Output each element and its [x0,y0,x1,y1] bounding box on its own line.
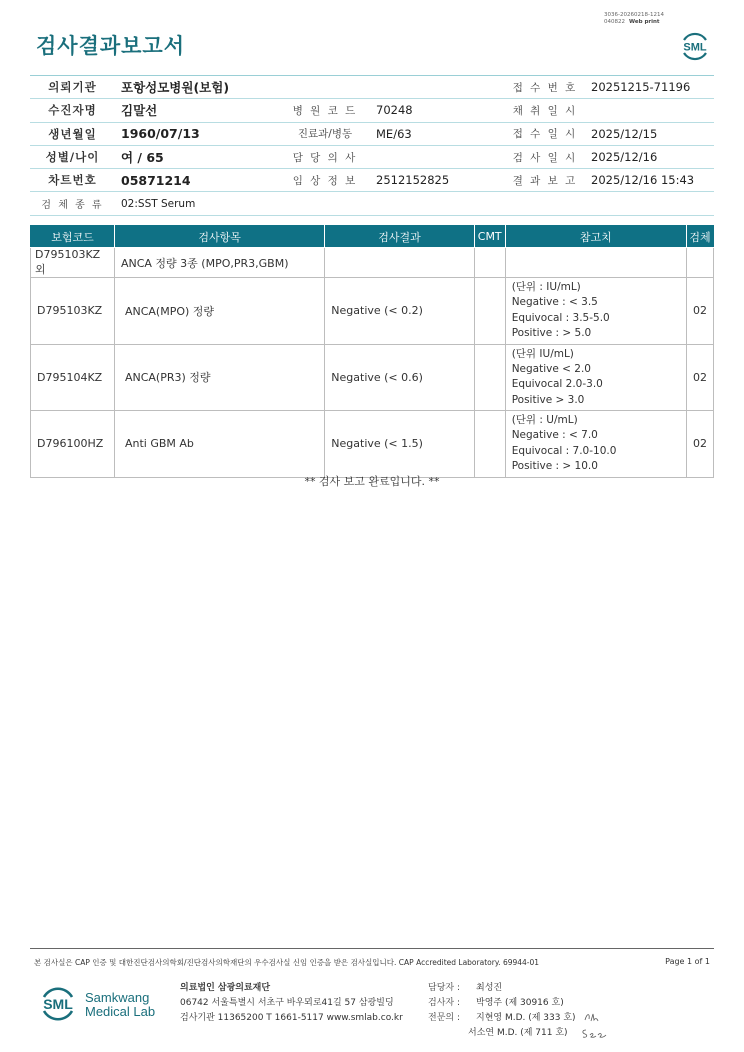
test-cmt [474,411,505,478]
page-number: Page 1 of 1 [665,957,710,966]
specialist-2: 서소연 M.D. (제 711 호) [468,1028,568,1038]
signature-icon [582,1010,604,1024]
brand-line2: Medical Lab [85,1004,156,1019]
chart-label: 차트번호 [30,169,115,192]
info-row [30,99,714,122]
samkwang-logo-icon [36,981,80,1025]
manager-value: 최성진 [476,983,503,993]
reference-line: Positive : > 10.0 [511,460,598,473]
client-value: 포항성모병원(보험) [115,76,505,99]
header-reference: 참고치 [505,226,686,248]
results-header-row [31,226,714,248]
test-result: Negative (< 1.5) [325,411,474,478]
test-result: Negative (< 0.2) [325,278,474,345]
hospital-code-value: 70248 [370,99,505,122]
svg-text:SML: SML [683,41,707,54]
reference-range [505,344,686,411]
dept-label: 진료과/병동 [280,122,370,145]
specimen-code: 02 [686,344,713,411]
clinical-label: 임 상 정 보 [280,169,370,192]
test-code: D795103KZ [31,278,115,345]
reference-range [505,411,686,478]
reference-line: Positive : > 5.0 [511,327,592,340]
clinical-value: 2512152825 [370,169,505,192]
org-name: 의료법인 삼광의료재단 [180,983,271,993]
footer-divider [30,948,714,949]
sml-logo-icon [676,27,714,63]
doctor-label: 담 당 의 사 [280,145,370,168]
test-name: ANCA(MPO) 정량 [114,278,324,345]
svg-text:SML: SML [43,996,73,1012]
reference-line: Equivocal : 7.0-10.0 [511,444,617,457]
staff-info [428,981,576,1041]
header-result: 검사결과 [325,226,474,248]
web-print-label: Web print [629,19,660,25]
header-item: 검사항목 [114,226,324,248]
info-row [30,192,714,215]
info-row [30,122,714,145]
brand-name [85,991,155,1019]
table-row [31,278,714,345]
info-row [30,169,714,192]
test-name: Anti GBM Ab [114,411,324,478]
table-row [31,411,714,478]
page-title: 검사결과보고서 [36,34,186,58]
header-code: 보험코드 [31,226,115,248]
certification-text: 본 검사실은 CAP 인증 및 대한진단검사의학회/진단검사의학재단의 우수검사실 신임 인증을 받은 검사실입니다. CAP Accredited Laboratory. 69944-01 [34,958,540,967]
patient-label: 수진자명 [30,99,115,122]
test-date-value: 2025/12/16 [585,145,714,168]
reference-line: (단위 IU/mL) [511,347,574,360]
report-label: 결 과 보 고 [505,169,585,192]
specimen-code: 02 [686,411,713,478]
specialist-1: 지현영 M.D. (제 333 호) [476,1013,576,1023]
completion-note: ** 검사 보고 완료입니다. ** [304,475,440,488]
info-row [30,76,714,99]
test-code: D796100HZ [31,411,115,478]
test-date-label: 검 사 일 시 [505,145,585,168]
group-row [31,248,714,278]
reference-line: Negative < 2.0 [511,362,591,375]
receipt-date-label: 접 수 일 시 [505,122,585,145]
test-cmt [474,344,505,411]
specimen-label: 검 체 종 류 [30,192,115,215]
birth-value: 1960/07/13 [115,122,280,145]
group-name: ANCA 정량 3종 (MPO,PR3,GBM) [114,248,324,278]
birth-label: 생년월일 [30,122,115,145]
test-code: D795104KZ [31,344,115,411]
reference-line: Equivocal 2.0-3.0 [511,378,603,391]
receipt-no-value: 20251215-71196 [585,76,714,99]
organization-info [180,981,403,1026]
receipt-date-value: 2025/12/15 [585,122,714,145]
receipt-no-label: 접 수 번 호 [505,76,585,99]
specimen-value: 02:SST Serum [115,192,714,215]
signature-icon [580,1026,608,1040]
header-specimen: 검체 [686,226,713,248]
specialist-label: 전문의 : [428,1013,460,1023]
collect-date-value [585,99,714,122]
reference-line: (단위 : U/mL) [511,414,578,427]
manager-label: 담당자 : [428,983,460,993]
org-address: 06742 서울특별시 서초구 바우뫼로41길 57 삼광빌딩 [180,998,394,1008]
client-label: 의뢰기관 [30,76,115,99]
reference-line: (단위 : IU/mL) [511,281,581,294]
tester-value: 박영주 (제 30916 호) [476,998,564,1008]
test-name: ANCA(PR3) 정량 [114,344,324,411]
doctor-value [370,145,505,168]
reference-line: Equivocal : 3.5-5.0 [511,311,610,324]
specimen-code: 02 [686,278,713,345]
test-cmt [474,278,505,345]
sex-age-value: 여 / 65 [115,145,280,168]
collect-date-label: 채 취 일 시 [505,99,585,122]
report-value: 2025/12/16 15:43 [585,169,714,192]
document-code [604,12,664,26]
reference-line: Negative : < 3.5 [511,296,598,309]
brand-line1: Samkwang [85,990,150,1005]
reference-range [505,278,686,345]
header-cmt: CMT [474,226,505,248]
doc-code-line2: 040822 [604,19,625,25]
tester-label: 검사자 : [428,998,460,1008]
org-contact: 검사기관 11365200 T 1661-5117 www.smlab.co.kr [180,1013,403,1023]
reference-line: Positive > 3.0 [511,393,585,406]
reference-line: Negative : < 7.0 [511,429,598,442]
group-code: D795103KZ외 [31,248,115,278]
test-result: Negative (< 0.6) [325,344,474,411]
patient-value: 김말선 [115,99,280,122]
dept-value: ME/63 [370,122,505,145]
info-row [30,145,714,168]
hospital-code-label: 병 원 코 드 [280,99,370,122]
chart-value: 05871214 [115,169,280,192]
patient-info-table [30,75,714,216]
sex-age-label: 성별/나이 [30,145,115,168]
table-row [31,344,714,411]
doc-code-line1: 3036-20260218-1214 [604,12,664,18]
results-table [30,225,714,478]
